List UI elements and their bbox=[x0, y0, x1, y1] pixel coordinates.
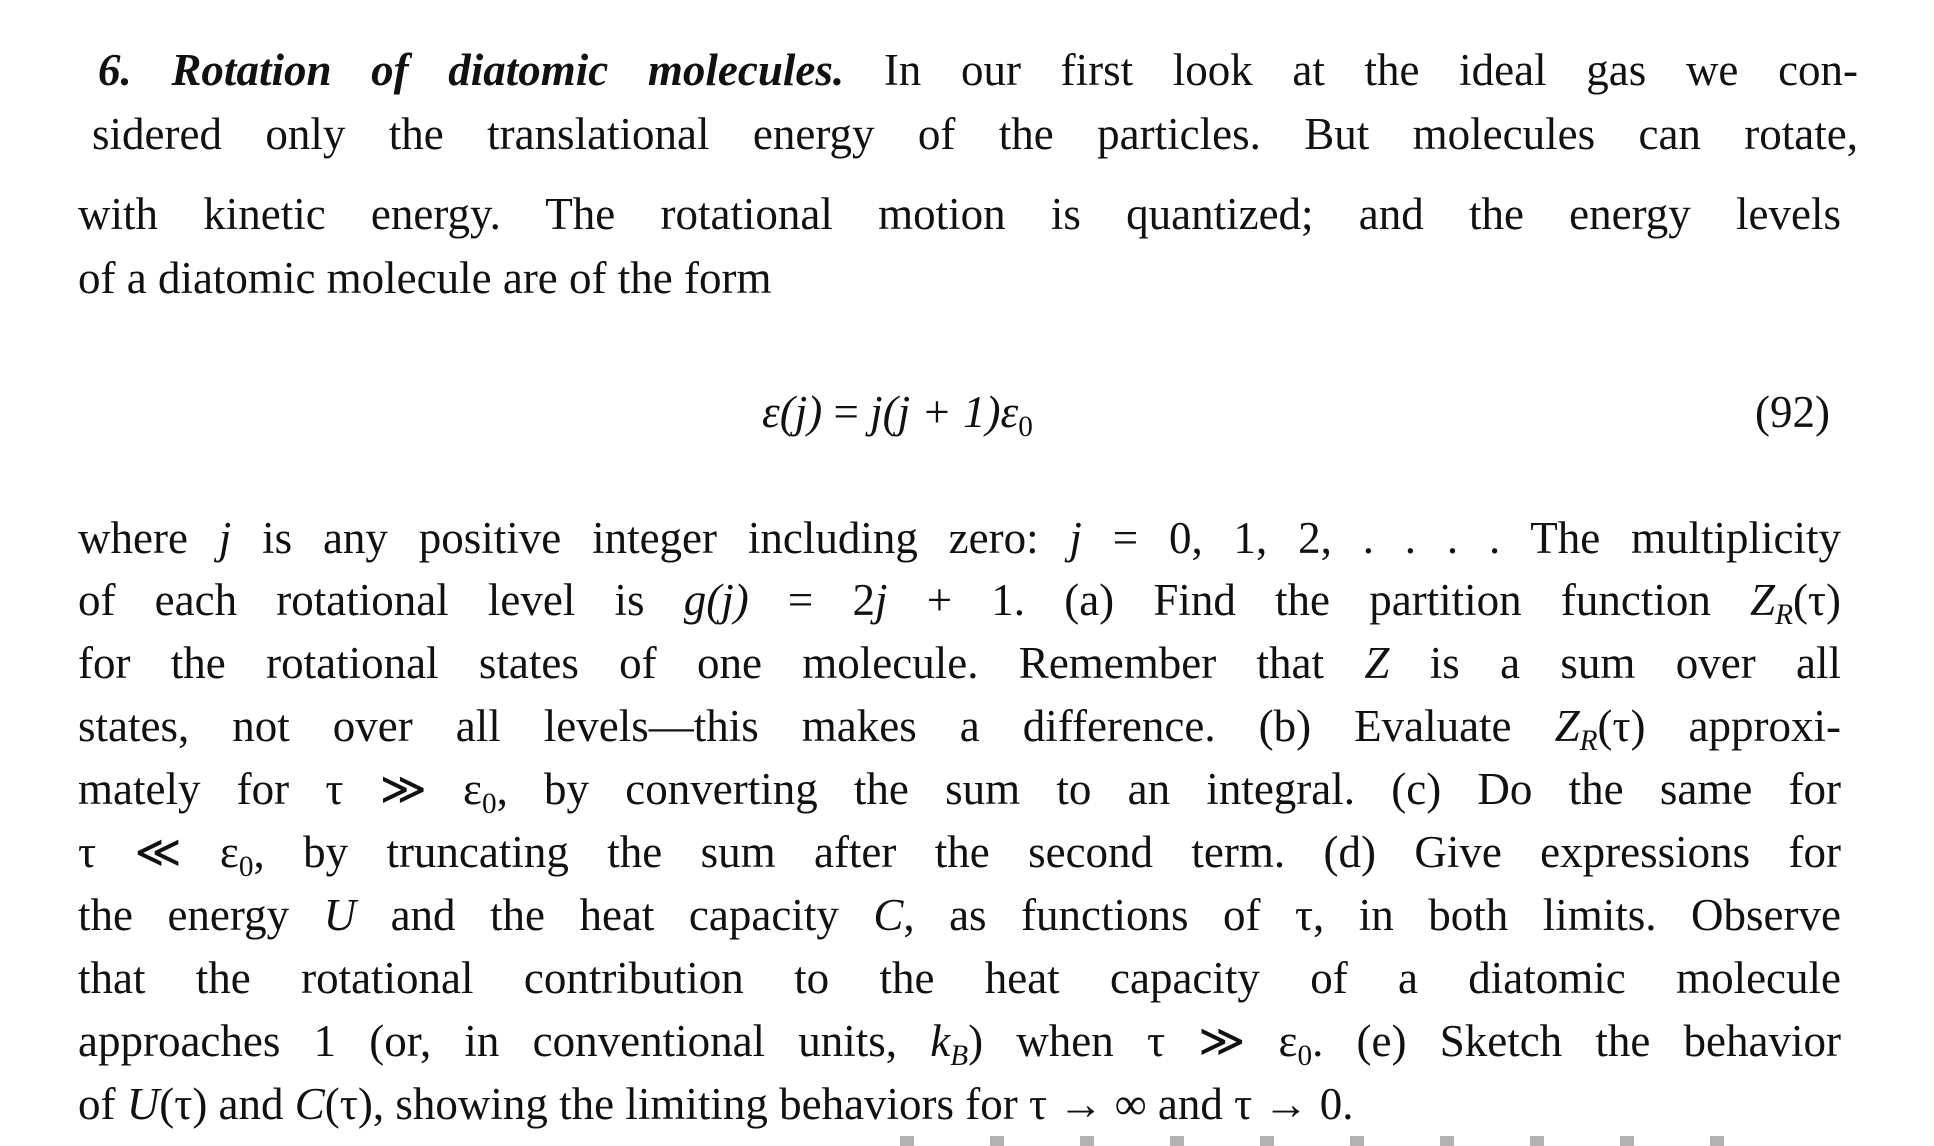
text-segment: approaches 1 (or, in conventional units, bbox=[78, 1016, 931, 1066]
text-line-11 bbox=[78, 887, 1841, 943]
text-line-10 bbox=[78, 824, 1841, 883]
cut-off-text-line bbox=[900, 1136, 1800, 1146]
text-segment: of bbox=[78, 1079, 127, 1129]
text-segment: states, not over all levels—this makes a difference. (b) Evaluate bbox=[78, 701, 1555, 751]
equation-equals: = bbox=[833, 387, 859, 437]
math-subscript: 0 bbox=[238, 850, 254, 883]
problem-number: 6. bbox=[98, 45, 132, 95]
text-segment: = 0, 1, 2, . . . . The multiplicity bbox=[1081, 513, 1841, 563]
math-j: j bbox=[218, 513, 232, 563]
text-segment: with kinetic energy. The rotational motion is quantized; and the energy levels bbox=[78, 189, 1841, 239]
math-subscript: 0 bbox=[481, 787, 497, 820]
text-segment: for the rotational states of one molecule. Remember that bbox=[78, 638, 1365, 688]
text-segment: where bbox=[78, 513, 219, 563]
text-segment: , by truncating the sum after the second term. (d) Give expressions for bbox=[253, 827, 1841, 877]
math-U: U bbox=[323, 890, 357, 940]
equation-92 bbox=[762, 384, 1033, 443]
math-k: k bbox=[930, 1016, 951, 1066]
text-segment: τ ≪ ε bbox=[78, 827, 239, 877]
text-segment: , by converting the sum to an integral. (c) Do the same for bbox=[496, 764, 1841, 814]
math-subscript: 0 bbox=[1297, 1039, 1313, 1072]
text-segment: of each rotational level is bbox=[78, 575, 684, 625]
text-segment: , as functions of τ, in both limits. Observe bbox=[903, 890, 1841, 940]
math-j: j bbox=[1069, 513, 1082, 563]
text-line-3 bbox=[78, 186, 1841, 242]
text-line-14 bbox=[78, 1076, 1354, 1132]
math-subscript: R bbox=[1579, 724, 1598, 757]
equation-number: (92) bbox=[1755, 387, 1830, 437]
text-segment: + 1. (a) Find the partition function bbox=[887, 575, 1751, 625]
text-segment: the energy bbox=[78, 890, 324, 940]
text-line-7 bbox=[78, 635, 1841, 691]
text-segment: (τ) bbox=[1792, 575, 1841, 625]
text-segment: is any positive integer including zero: bbox=[231, 513, 1070, 563]
math-Z: Z bbox=[1554, 701, 1580, 751]
math-subscript: R bbox=[1775, 598, 1793, 631]
text-segment: mately for τ ≫ ε bbox=[78, 764, 482, 814]
text-segment: In our first look at the ideal gas we con- bbox=[883, 45, 1859, 95]
math-j: j bbox=[875, 575, 888, 625]
text-line-1 bbox=[98, 42, 1858, 98]
text-line-13 bbox=[78, 1013, 1841, 1072]
math-C: C bbox=[873, 890, 904, 940]
math-gj: g(j) bbox=[683, 575, 749, 625]
text-segment: (τ), showing the limiting behaviors for τ → ∞ and τ → 0. bbox=[324, 1079, 1354, 1129]
text-segment: sidered only the translational energy of the particles. But molecules can rotate, bbox=[92, 109, 1858, 159]
text-segment: = 2 bbox=[748, 575, 875, 625]
text-segment: . (e) Sketch the behavior bbox=[1312, 1016, 1841, 1066]
text-segment: (τ) approxi- bbox=[1597, 701, 1841, 751]
text-line-12 bbox=[78, 950, 1841, 1006]
math-C: C bbox=[294, 1079, 325, 1129]
text-line-5 bbox=[78, 510, 1841, 566]
math-Z: Z bbox=[1364, 638, 1390, 688]
equation-rhs: j(j + 1)ε bbox=[870, 387, 1019, 437]
text-segment: ) when τ ≫ ε bbox=[968, 1016, 1298, 1066]
text-line-8 bbox=[78, 698, 1841, 757]
problem-title: Rotation of diatomic molecules. bbox=[171, 45, 845, 95]
math-subscript: B bbox=[950, 1039, 969, 1072]
equation-subscript: 0 bbox=[1018, 410, 1033, 443]
text-segment: (τ) and bbox=[159, 1079, 295, 1129]
text-segment: and the heat capacity bbox=[356, 890, 874, 940]
text-line-4 bbox=[78, 250, 771, 306]
math-U: U bbox=[126, 1079, 160, 1129]
text-line-2 bbox=[92, 106, 1858, 162]
text-line-6 bbox=[78, 572, 1841, 631]
text-segment: of a diatomic molecule are of the form bbox=[78, 253, 772, 303]
text-segment: that the rotational contribution to the heat capacity of a diatomic molecule bbox=[78, 953, 1841, 1003]
math-Z: Z bbox=[1750, 575, 1776, 625]
text-segment: is a sum over all bbox=[1389, 638, 1841, 688]
equation-lhs: ε(j) bbox=[762, 387, 823, 437]
text-line-9 bbox=[78, 761, 1841, 820]
